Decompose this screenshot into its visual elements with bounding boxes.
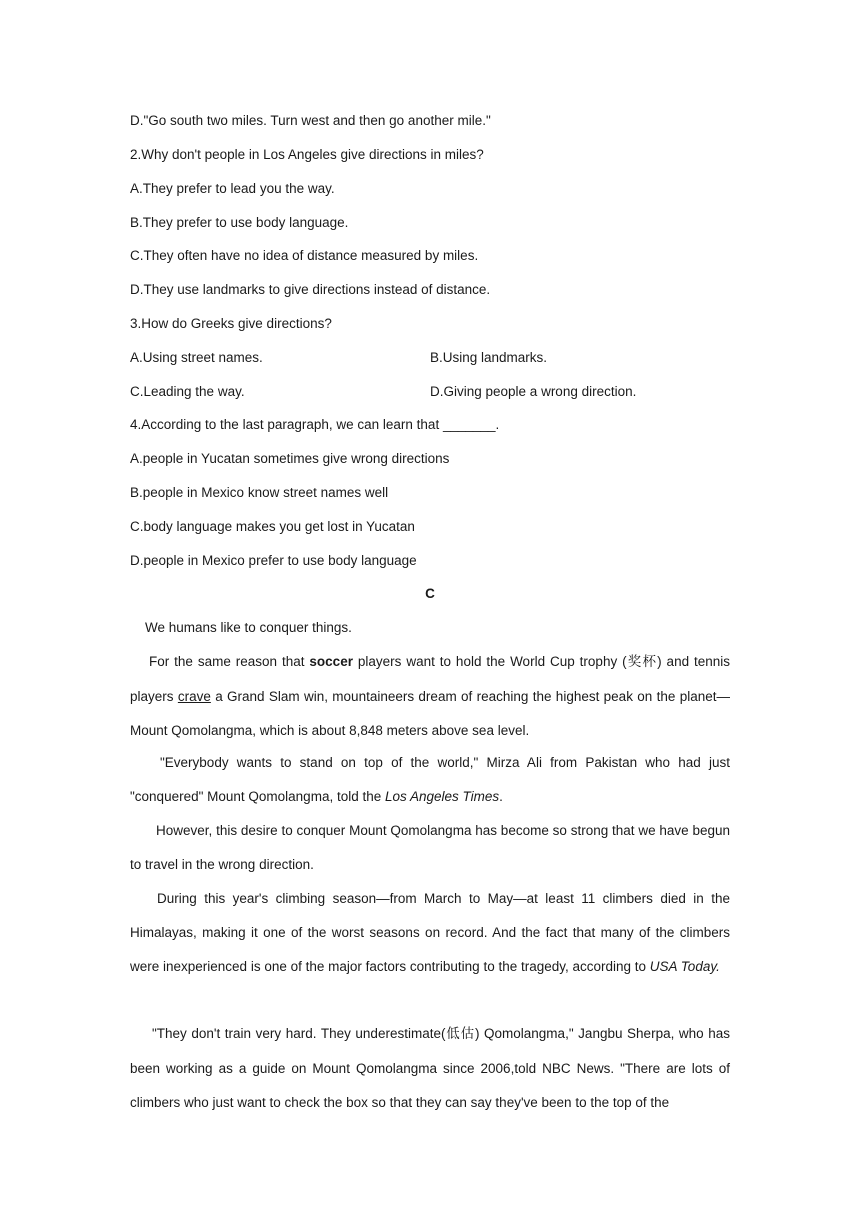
paragraph-6-text-a: "They don't train very hard. They underestimate(	[152, 1026, 446, 1041]
paragraph-2-text-a: For the same reason that	[149, 654, 310, 669]
q3-option-b: B.Using landmarks.	[430, 350, 548, 365]
paragraph-3-text-b: .	[499, 788, 503, 804]
paragraph-1: We humans like to conquer things.	[145, 620, 352, 635]
paragraph-5	[130, 882, 730, 984]
paragraph-4: However, this desire to conquer Mount Qomolangma has become so strong that we have begun to travel in the wrong direction.	[130, 823, 730, 872]
paragraph-5-text-a: During this year's climbing season—from March to May—at least 11 climbers died in the Himalayas, making it one of the worst seasons on record. And the fact that many of the climbers were inexperienced is one of the major factors contributing to the tragedy, according to	[130, 891, 730, 974]
paragraph-3-italic: Los Angeles Times	[384, 788, 500, 804]
q2-option-a: A.They prefer to lead you the way.	[130, 181, 335, 196]
q3-question: 3.How do Greeks give directions?	[130, 316, 332, 331]
paragraph-2	[130, 645, 730, 748]
q2-option-c: C.They often have no idea of distance measured by miles.	[130, 248, 479, 263]
section-heading: C	[425, 586, 435, 601]
paragraph-2-text-c: ) and tennis players	[130, 654, 731, 704]
paragraph-2-text-b: players want to hold the World Cup trophy (	[352, 654, 627, 669]
q2-question: 2.Why don't people in Los Angeles give directions in miles?	[130, 147, 484, 162]
paragraph-2-text-d: a Grand Slam win, mountaineers dream of reaching the highest peak on the planet—Mount Qomolangma, which is about 8,848 meters above sea level.	[130, 688, 730, 738]
q2-option-d: D.They use landmarks to give directions instead of distance.	[130, 282, 491, 297]
paragraph-3	[130, 746, 730, 814]
paragraph-2-underline: crave	[177, 688, 211, 704]
paragraph-3-text-a: "Everybody wants to stand on top of the world," Mirza Ali from Pakistan who had just "conquered" Mount Qomolangma, told the	[130, 755, 730, 804]
paragraph-6-text-b: ) Qomolangma," Jangbu Sherpa, who has been working as a guide on Mount Qomolangma since 2006,told NBC News. "There are lots of climbers who just want to check the box so that they can say they've been to the top of the	[130, 1026, 731, 1110]
q4-option-d: D.people in Mexico prefer to use body language	[130, 553, 417, 568]
q4-option-a: A.people in Yucatan sometimes give wrong directions	[130, 451, 450, 466]
q3-option-d: D.Giving people a wrong direction.	[430, 384, 637, 399]
paragraph-6-cjk: 低估	[445, 1026, 475, 1042]
q4-option-c: C.body language makes you get lost in Yucatan	[130, 519, 415, 534]
q1-option-d: D."Go south two miles. Turn west and then go another mile."	[130, 113, 491, 128]
paragraph-5-italic: USA Today.	[649, 958, 720, 974]
paragraph-2-bold: soccer	[309, 654, 353, 669]
q3-option-c: C.Leading the way.	[130, 384, 245, 399]
paragraph-2-cjk: 奖杯	[626, 654, 658, 670]
paragraph-6	[130, 1017, 730, 1120]
q2-option-b: B.They prefer to use body language.	[130, 215, 349, 230]
q4-question: 4.According to the last paragraph, we can learn that _______.	[130, 417, 500, 432]
q3-option-a: A.Using street names.	[130, 350, 263, 365]
q4-option-b: B.people in Mexico know street names well	[130, 485, 389, 500]
